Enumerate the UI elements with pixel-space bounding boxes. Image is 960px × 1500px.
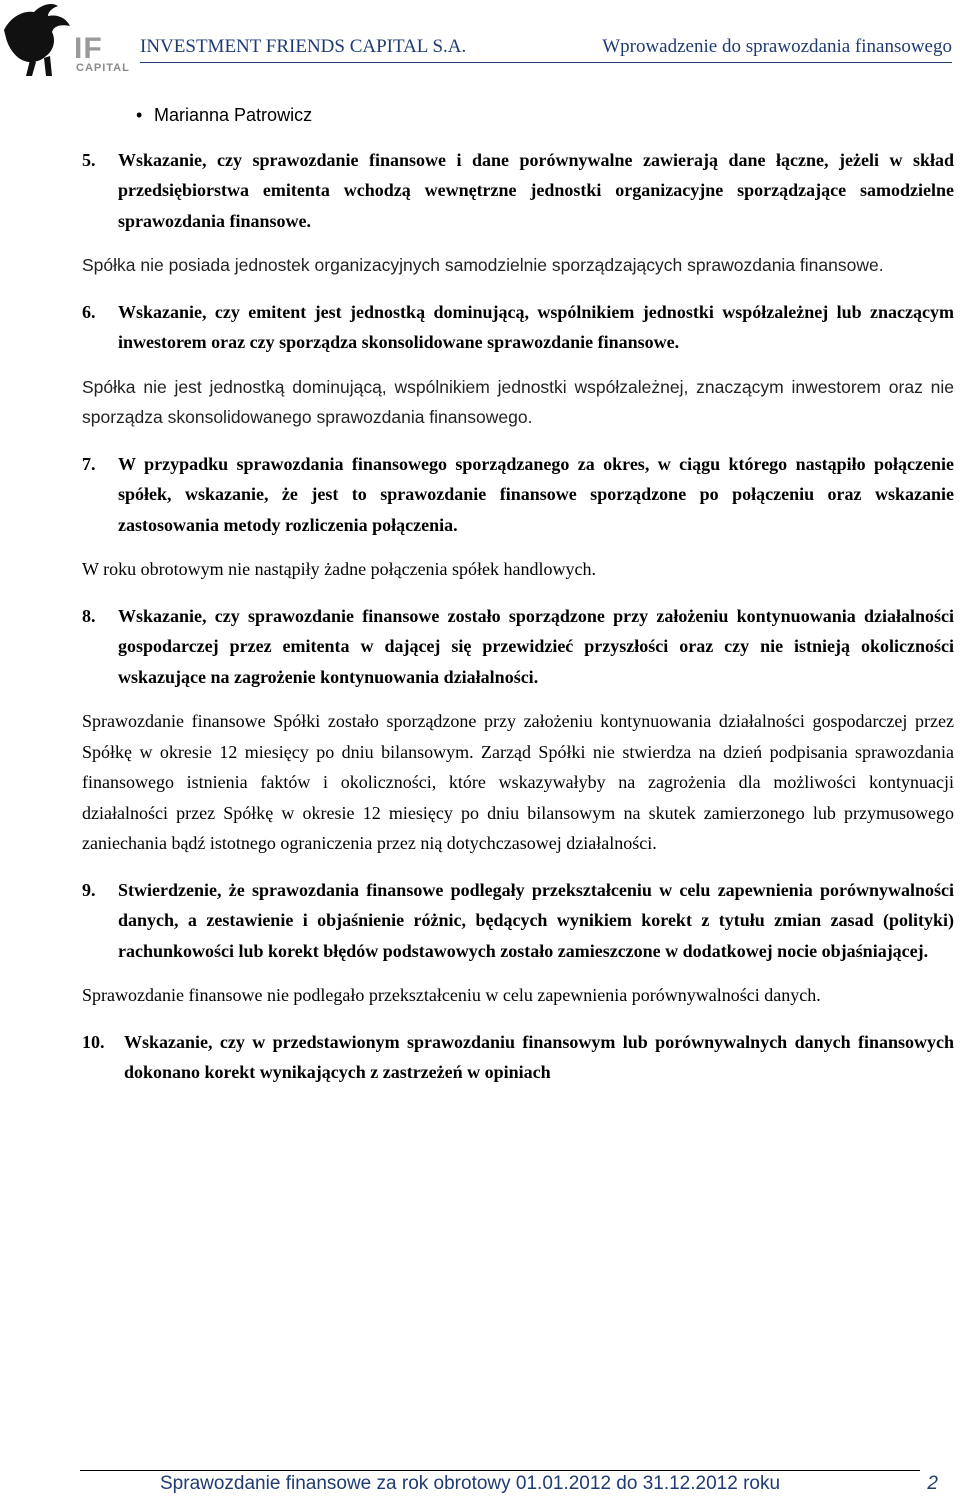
- section-heading-text: W przypadku sprawozdania finansowego sporządzanego za okres, w ciągu którego nastąpiło połączenie spółek, wskazanie, że jest to sprawozdanie finansowe sporządzone po połączeniu oraz wskazanie zastosowania metody rozliczenia połączenia.: [118, 453, 954, 535]
- section-5-answer: Spółka nie posiada jednostek organizacyjnych samodzielnie sporządzających sprawozdania finansowe.: [82, 255, 884, 275]
- section-number: 9.: [82, 879, 96, 900]
- page-header: [0, 0, 960, 80]
- header-doc-title: Wprowadzenie do sprawozdania finansowego: [602, 36, 952, 57]
- bullet-item: • Marianna Patrowicz: [82, 100, 954, 131]
- footer-divider: [80, 1470, 920, 1471]
- section-number: 7.: [82, 453, 96, 474]
- header-divider: [140, 62, 952, 63]
- page-number: 2: [927, 1473, 938, 1494]
- section-heading-text: Stwierdzenie, że sprawozdania finansowe podlegały przekształceniu w celu zapewnienia porównywalności danych, a zestawienie i objaśnienie różnic, będących wynikiem korekt z tytułu zmian zasad (polityki) rachunkowości lub korekt błędów podstawowych zostało zamieszczone w dodatkowej nocie objaśniającej.: [118, 879, 954, 961]
- header-company: INVESTMENT FRIENDS CAPITAL S.A.: [140, 36, 467, 57]
- section-9-heading: [82, 875, 954, 967]
- document-body: [82, 100, 954, 1102]
- section-number: 8.: [82, 605, 96, 626]
- section-heading-text: Wskazanie, czy sprawozdanie finansowe zostało sporządzone przy założeniu kontynuowania działalności gospodarczej przez emitenta w dającej się przewidzieć przyszłości oraz czy nie istnieją okoliczności wskazujące na zagrożenie kontynuowania działalności.: [118, 605, 954, 687]
- section-heading-text: Wskazanie, czy sprawozdanie finansowe i dane porównywalne zawierają dane łączne, jeżeli w skład przedsiębiorstwa emitenta wchodzą wewnętrzne jednostki organizacyjne sporządzające samodzielne sprawozdania finansowe.: [118, 149, 954, 231]
- section-10-heading: [82, 1027, 954, 1088]
- section-8-answer: Sprawozdanie finansowe Spółki zostało sporządzone przy założeniu kontynuowania działalności gospodarczej przez Spółkę w okresie 12 miesięcy po dniu bilansowym. Zarząd Spółki nie stwierdza na dzień podpisania sprawozdania finansowego istnienia faktów i okoliczności, które wskazywałyby na zagrożenia dla możliwości kontynuacji działalności przez Spółkę w okresie 12 miesięcy po dniu bilansowym na skutek zamierzonego lub przymusowego zaniechania bądź istotnego ograniczenia przez nią dotychczasowej działalności.: [82, 711, 954, 853]
- section-6-heading: [82, 297, 954, 358]
- section-7-heading: [82, 449, 954, 541]
- section-number: 6.: [82, 301, 96, 322]
- page-footer: Sprawozdanie finansowe za rok obrotowy 01.01.2012 do 31.12.2012 roku: [160, 1473, 781, 1494]
- section-6-answer: Spółka nie jest jednostką dominującą, wspólnikiem jednostki współzależnej, znaczącym inwestorem oraz nie sporządza skonsolidowanego sprawozdania finansowego.: [82, 376, 954, 427]
- company-logo: [0, 0, 130, 80]
- section-number: 5.: [82, 149, 96, 170]
- section-heading-text: Wskazanie, czy emitent jest jednostką dominującą, wspólnikiem jednostki współzależnej lub znaczącym inwestorem oraz czy sporządza skonsolidowane sprawozdanie finansowe.: [118, 301, 954, 352]
- logo-subtitle: CAPITAL: [76, 62, 130, 74]
- section-heading-text: Wskazanie, czy w przedstawionym sprawozdaniu finansowym lub porównywalnych danych finansowych dokonano korekt wynikających z zastrzeżeń w opiniach: [124, 1031, 954, 1082]
- section-8-heading: [82, 601, 954, 693]
- section-7-answer: W roku obrotowym nie nastąpiły żadne połączenia spółek handlowych.: [82, 559, 597, 579]
- section-5-heading: [82, 145, 954, 237]
- section-9-answer: Sprawozdanie finansowe nie podlegało przekształceniu w celu zapewnienia porównywalności danych.: [82, 985, 821, 1005]
- section-number: 10.: [82, 1031, 105, 1052]
- logo-wordmark: IF: [74, 32, 103, 65]
